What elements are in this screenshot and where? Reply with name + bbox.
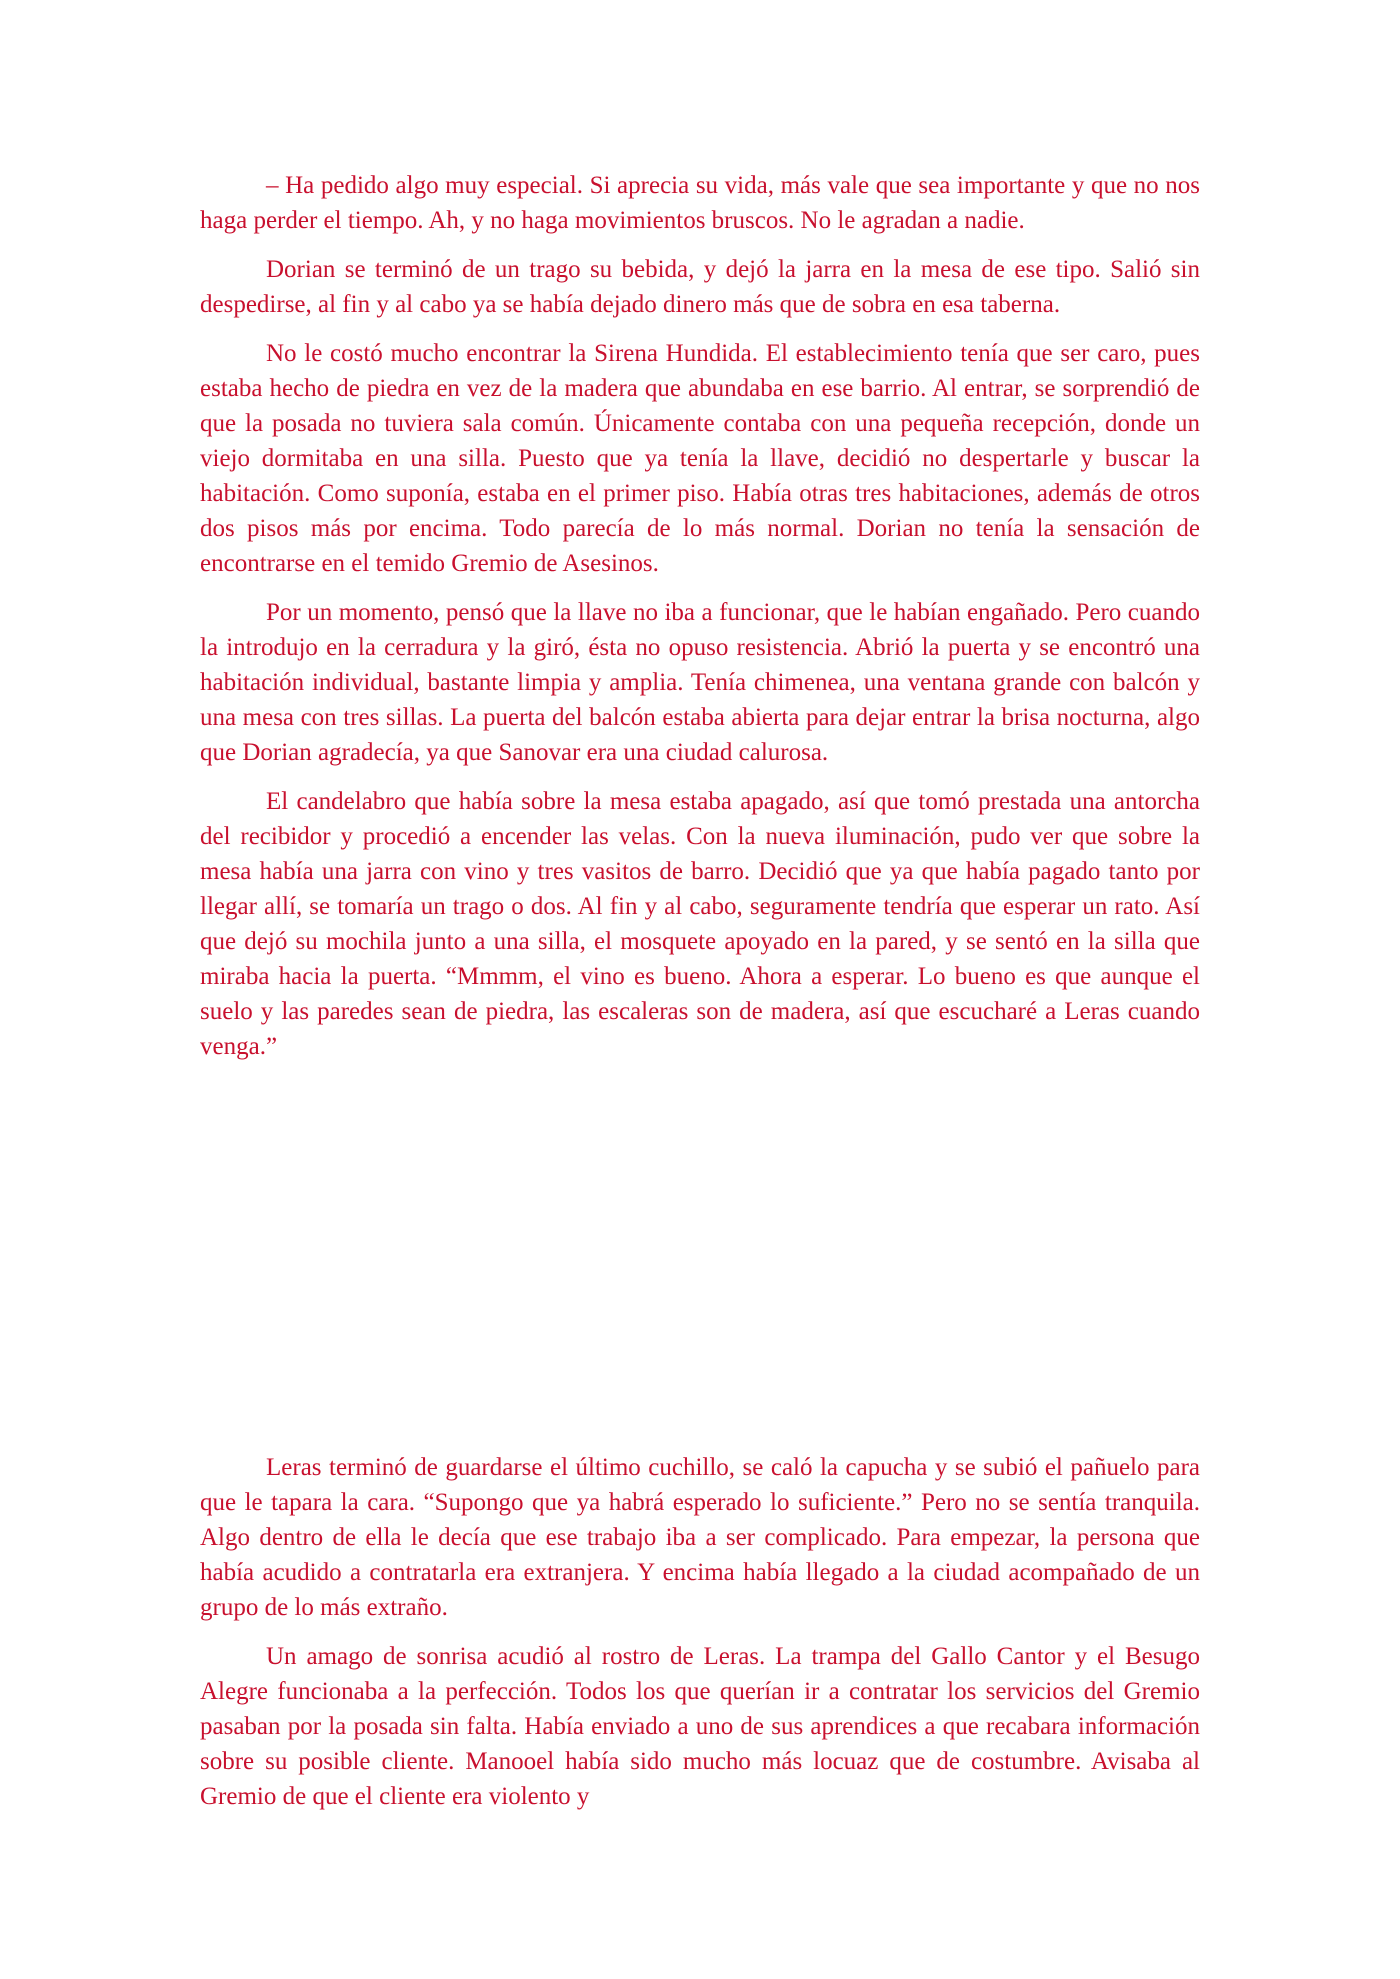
- paragraph-dialogue: – Ha pedido algo muy especial. Si aprecia su vida, más vale que sea importante y que no nos haga perder el tiempo. Ah, y no haga movimientos bruscos. No le agradan a nadie.: [200, 172, 1200, 234]
- paragraph: Por un momento, pensó que la llave no iba a funcionar, que le habían engañado. Pero cuando la introdujo en la cerradura y la giró, ésta no opuso resistencia. Abrió la puerta y se encontró una habitación individual, bastante limpia y amplia. Tenía chimenea, una ventana grande con balcón y una mesa con tres sillas. La puerta del balcón estaba abierta para dejar entrar la brisa nocturna, algo que Dorian agradecía, ya que Sanovar era una ciudad calurosa.: [200, 599, 1200, 766]
- paragraph: Dorian se terminó de un trago su bebida, y dejó la jarra en la mesa de ese tipo. Salió sin despedirse, al fin y al cabo ya se había dejado dinero más que de sobra en esa taberna.: [200, 256, 1200, 318]
- paragraph: El candelabro que había sobre la mesa estaba apagado, así que tomó prestada una antorcha del recibidor y procedió a encender las velas. Con la nueva iluminación, pudo ver que sobre la mesa había una jarra con vino y tres vasitos de barro. Decidió que ya que había pagado tanto por llegar allí, se tomaría un trago o dos. Al fin y al cabo, seguramente tendría que esperar un rato. Así que dejó su mochila junto a una silla, el mosquete apoyado en la pared, y se sentó en la silla que miraba hacia la puerta. “Mmmm, el vino es bueno. Ahora a esperar. Lo bueno es que aunque el suelo y las paredes sean de piedra, las escaleras son de madera, así que escucharé a Leras cuando venga.”: [200, 788, 1200, 1060]
- paragraph: Un amago de sonrisa acudió al rostro de Leras. La trampa del Gallo Cantor y el Besugo Alegre funcionaba a la perfección. Todos los que querían ir a contratar los servicios del Gremio pasaban por la posada sin falta. Había enviado a uno de sus aprendices a que recabara información sobre su posible cliente. Manooel había sido mucho más locuaz que de costumbre. Avisaba al Gremio de que el cliente era violento y: [200, 1643, 1200, 1810]
- paragraph: Leras terminó de guardarse el último cuchillo, se caló la capucha y se subió el pañuelo para que le tapara la cara. “Supongo que ya habrá esperado lo suficiente.” Pero no se sentía tranquila. Algo dentro de ella le decía que ese trabajo iba a ser complicado. Para empezar, la persona que había acudido a contratarla era extranjera. Y encima había llegado a la ciudad acompañado de un grupo de lo más extraño.: [200, 1454, 1200, 1621]
- text-block-top: [200, 168, 1200, 1078]
- text-block-bottom: [200, 1450, 1200, 1828]
- paragraph: No le costó mucho encontrar la Sirena Hundida. El establecimiento tenía que ser caro, pues estaba hecho de piedra en vez de la madera que abundaba en ese barrio. Al entrar, se sorprendió de que la posada no tuviera sala común. Únicamente contaba con una pequeña recepción, donde un viejo dormitaba en una silla. Puesto que ya tenía la llave, decidió no despertarle y buscar la habitación. Como suponía, estaba en el primer piso. Había otras tres habitaciones, además de otros dos pisos más por encima. Todo parecía de lo más normal. Dorian no tenía la sensación de encontrarse en el temido Gremio de Asesinos.: [200, 340, 1200, 577]
